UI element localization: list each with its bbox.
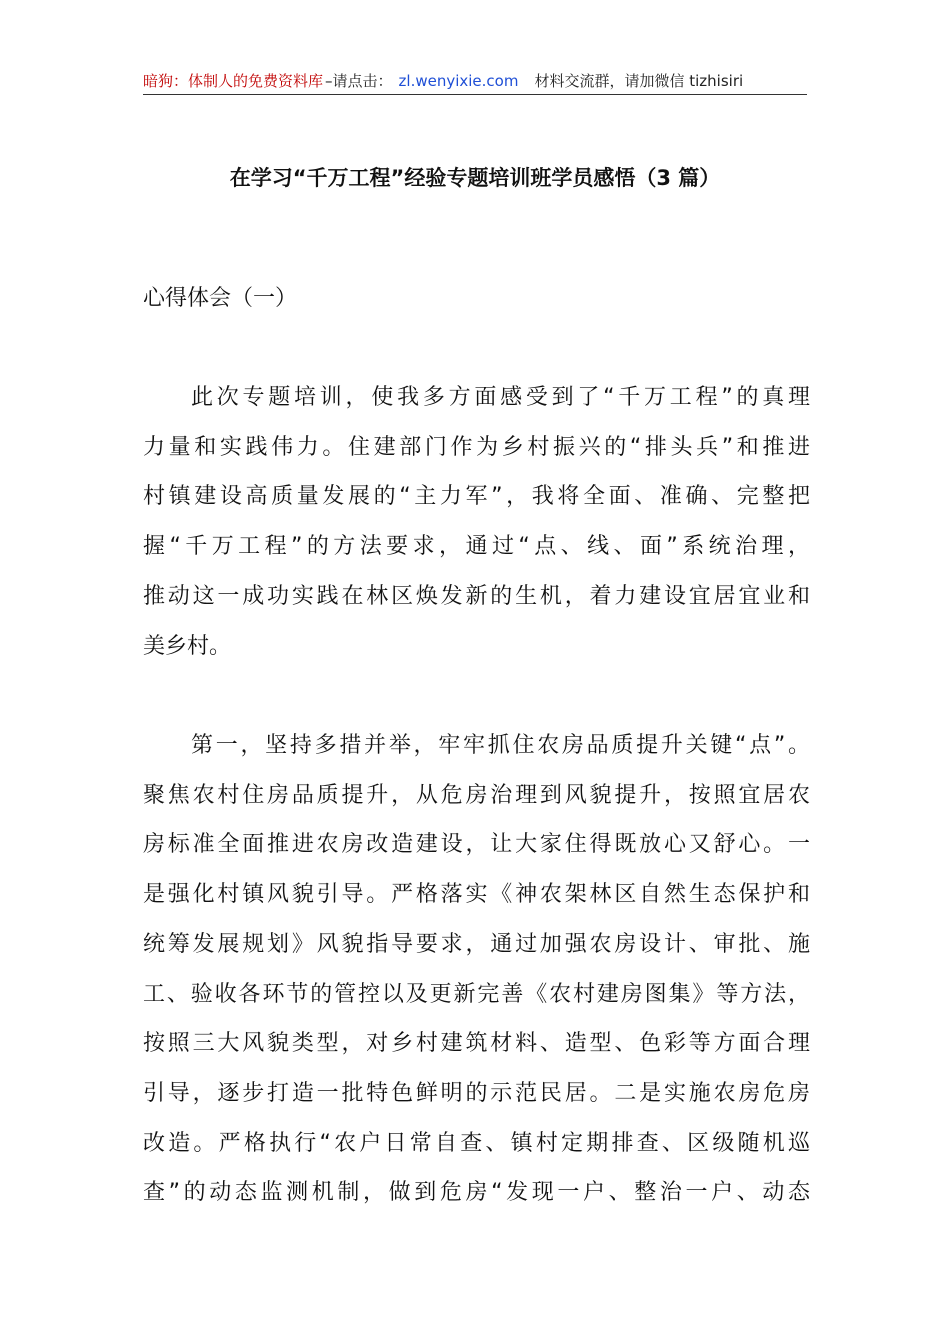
paragraph-line: 第一，坚持多措并举，牢牢抓住农房品质提升关键“点”。 [191, 733, 810, 758]
paragraph-line: 力量和实践伟力。住建部门作为乡村振兴的“排头兵”和推进 [143, 434, 810, 460]
paragraph-line: 是强化村镇风貌引导。严格落实《神农架林区自然生态保护和 [143, 882, 810, 908]
paragraph-line: 引导，逐步打造一批特色鲜明的示范民居。二是实施农房危房 [143, 1080, 810, 1106]
header-note: 材料交流群，请加微信 tizhisiri [534, 72, 744, 90]
paragraph-line: 此次专题培训，使我多方面感受到了“千万工程”的真理 [191, 385, 810, 410]
paragraph-line: 美乡村。 [143, 633, 232, 659]
page-header [143, 68, 807, 95]
document-title: 在学习“千万工程”经验专题培训班学员感悟（3 篇） [229, 166, 721, 190]
header-link[interactable]: zl.wenyixie.com [398, 72, 519, 90]
paragraph-line: 改造。严格执行“农户日常自查、镇村定期排查、区级随机巡 [143, 1130, 810, 1156]
paragraph-line: 按照三大风貌类型，对乡村建筑材料、造型、色彩等方面合理 [143, 1031, 810, 1057]
paragraph-1 [143, 373, 810, 671]
paragraph-2 [143, 721, 810, 1218]
section-heading: 心得体会（一） [143, 286, 298, 311]
paragraph-line: 推动这一成功实践在林区焕发新的生机，着力建设宜居宜业和 [143, 583, 810, 609]
header-prompt: –请点击： [325, 72, 393, 90]
paragraph-line: 查”的动态监测机制，做到危房“发现一户、整治一户、动态 [143, 1180, 810, 1206]
paragraph-line: 工、验收各环节的管控以及更新完善《农村建房图集》等方法， [143, 981, 810, 1007]
paragraph-line: 房标准全面推进农房改造建设，让大家住得既放心又舒心。一 [143, 832, 810, 858]
paragraph-line: 村镇建设高质量发展的“主力军”，我将全面、准确、完整把 [143, 484, 810, 510]
paragraph-line: 握“千万工程”的方法要求，通过“点、线、面”系统治理， [143, 534, 810, 560]
header-brand: 暗狗：体制人的免费资料库 [143, 72, 324, 90]
paragraph-line: 聚焦农村住房品质提升，从危房治理到风貌提升，按照宜居农 [143, 782, 810, 808]
paragraph-line: 统筹发展规划》风貌指导要求，通过加强农房设计、审批、施 [143, 931, 810, 957]
